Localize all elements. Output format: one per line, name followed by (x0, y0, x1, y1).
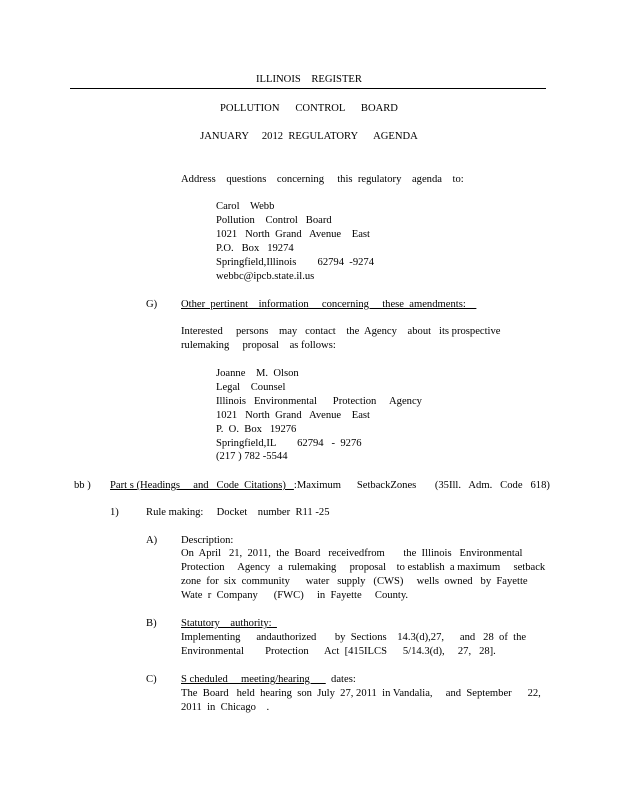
address-intro: Address questions concerning this regulatory agenda to: (181, 174, 464, 185)
item-a-text: Wate r Company (FWC) in Fayette County. (181, 590, 409, 601)
section-bb-label: bb ) (74, 480, 91, 491)
item-a-text: Protection Agency a rulemaking proposal to establish a maximum setback (181, 562, 546, 573)
section-bb-heading (110, 479, 550, 493)
board-title: POLLUTION CONTROL BOARD (220, 103, 398, 114)
item-a-text: zone for six community water supply (CWS) wells owned by Fayette (181, 576, 528, 587)
header-rule (70, 88, 546, 89)
item-c-heading-underlined: S cheduled meeting/hearing (181, 674, 326, 685)
item-c-heading-rest: dates: (325, 674, 356, 685)
item-a-label: A) (146, 535, 158, 546)
agenda-title: JANUARY 2012 REGULATORY AGENDA (200, 131, 418, 142)
contact-line: P. O. Box 19276 (216, 424, 297, 435)
section-bb-heading-rest: :Maximum SetbackZones (35Ill. Adm. Code 618) (293, 480, 550, 491)
item-b-text: Environmental Protection Act [415ILCS 5/14.3(d), 27, 28]. (181, 646, 496, 657)
item-a-text: On April 21, 2011, the Board receivedfrom the Illinois Environmental (181, 548, 523, 559)
item-1-text: Rule making: Docket number R11 -25 (146, 507, 330, 518)
item-c-heading (181, 673, 356, 687)
contact-line: 1021 North Grand Avenue East (216, 229, 370, 240)
item-a-heading: Description: (181, 535, 234, 546)
contact-line: Legal Counsel (216, 382, 286, 393)
contact-line: P.O. Box 19274 (216, 243, 294, 254)
contact-phone: (217 ) 782 -5544 (216, 451, 288, 462)
item-b-text: Implementing andauthorized by Sections 14.3(d),27, and 28 of the (181, 632, 527, 643)
contact-line: Joanne M. Olson (216, 368, 299, 379)
item-c-label: C) (146, 674, 157, 685)
contact-line: Carol Webb (216, 201, 275, 212)
contact-email: webbc@ipcb.state.il.us (216, 271, 315, 282)
section-bb-heading-underlined: Part s (Headings and Code Citations) (110, 480, 294, 491)
item-b-label: B) (146, 618, 157, 629)
item-b-heading: Statutory authority: (181, 618, 277, 629)
item-1-label: 1) (110, 507, 119, 518)
section-g-heading: Other pertinent information concerning these amendments: (181, 299, 477, 310)
section-g-text: rulemaking proposal as follows: (181, 340, 336, 351)
contact-line: Pollution Control Board (216, 215, 332, 226)
section-g-label: G) (146, 299, 158, 310)
contact-line: Illinois Environmental Protection Agency (216, 396, 422, 407)
section-g-text: Interested persons may contact the Agency about its prospective (181, 326, 501, 337)
contact-line: Springfield,IL 62794 - 9276 (216, 438, 362, 449)
item-c-text: 2011 in Chicago . (181, 702, 270, 713)
register-title: ILLINOIS REGISTER (256, 74, 362, 85)
item-c-text: The Board held hearing son July 27, 2011 in Vandalia, and September 22, (181, 688, 541, 699)
contact-line: Springfield,Illinois 62794 -9274 (216, 257, 375, 268)
contact-line: 1021 North Grand Avenue East (216, 410, 370, 421)
